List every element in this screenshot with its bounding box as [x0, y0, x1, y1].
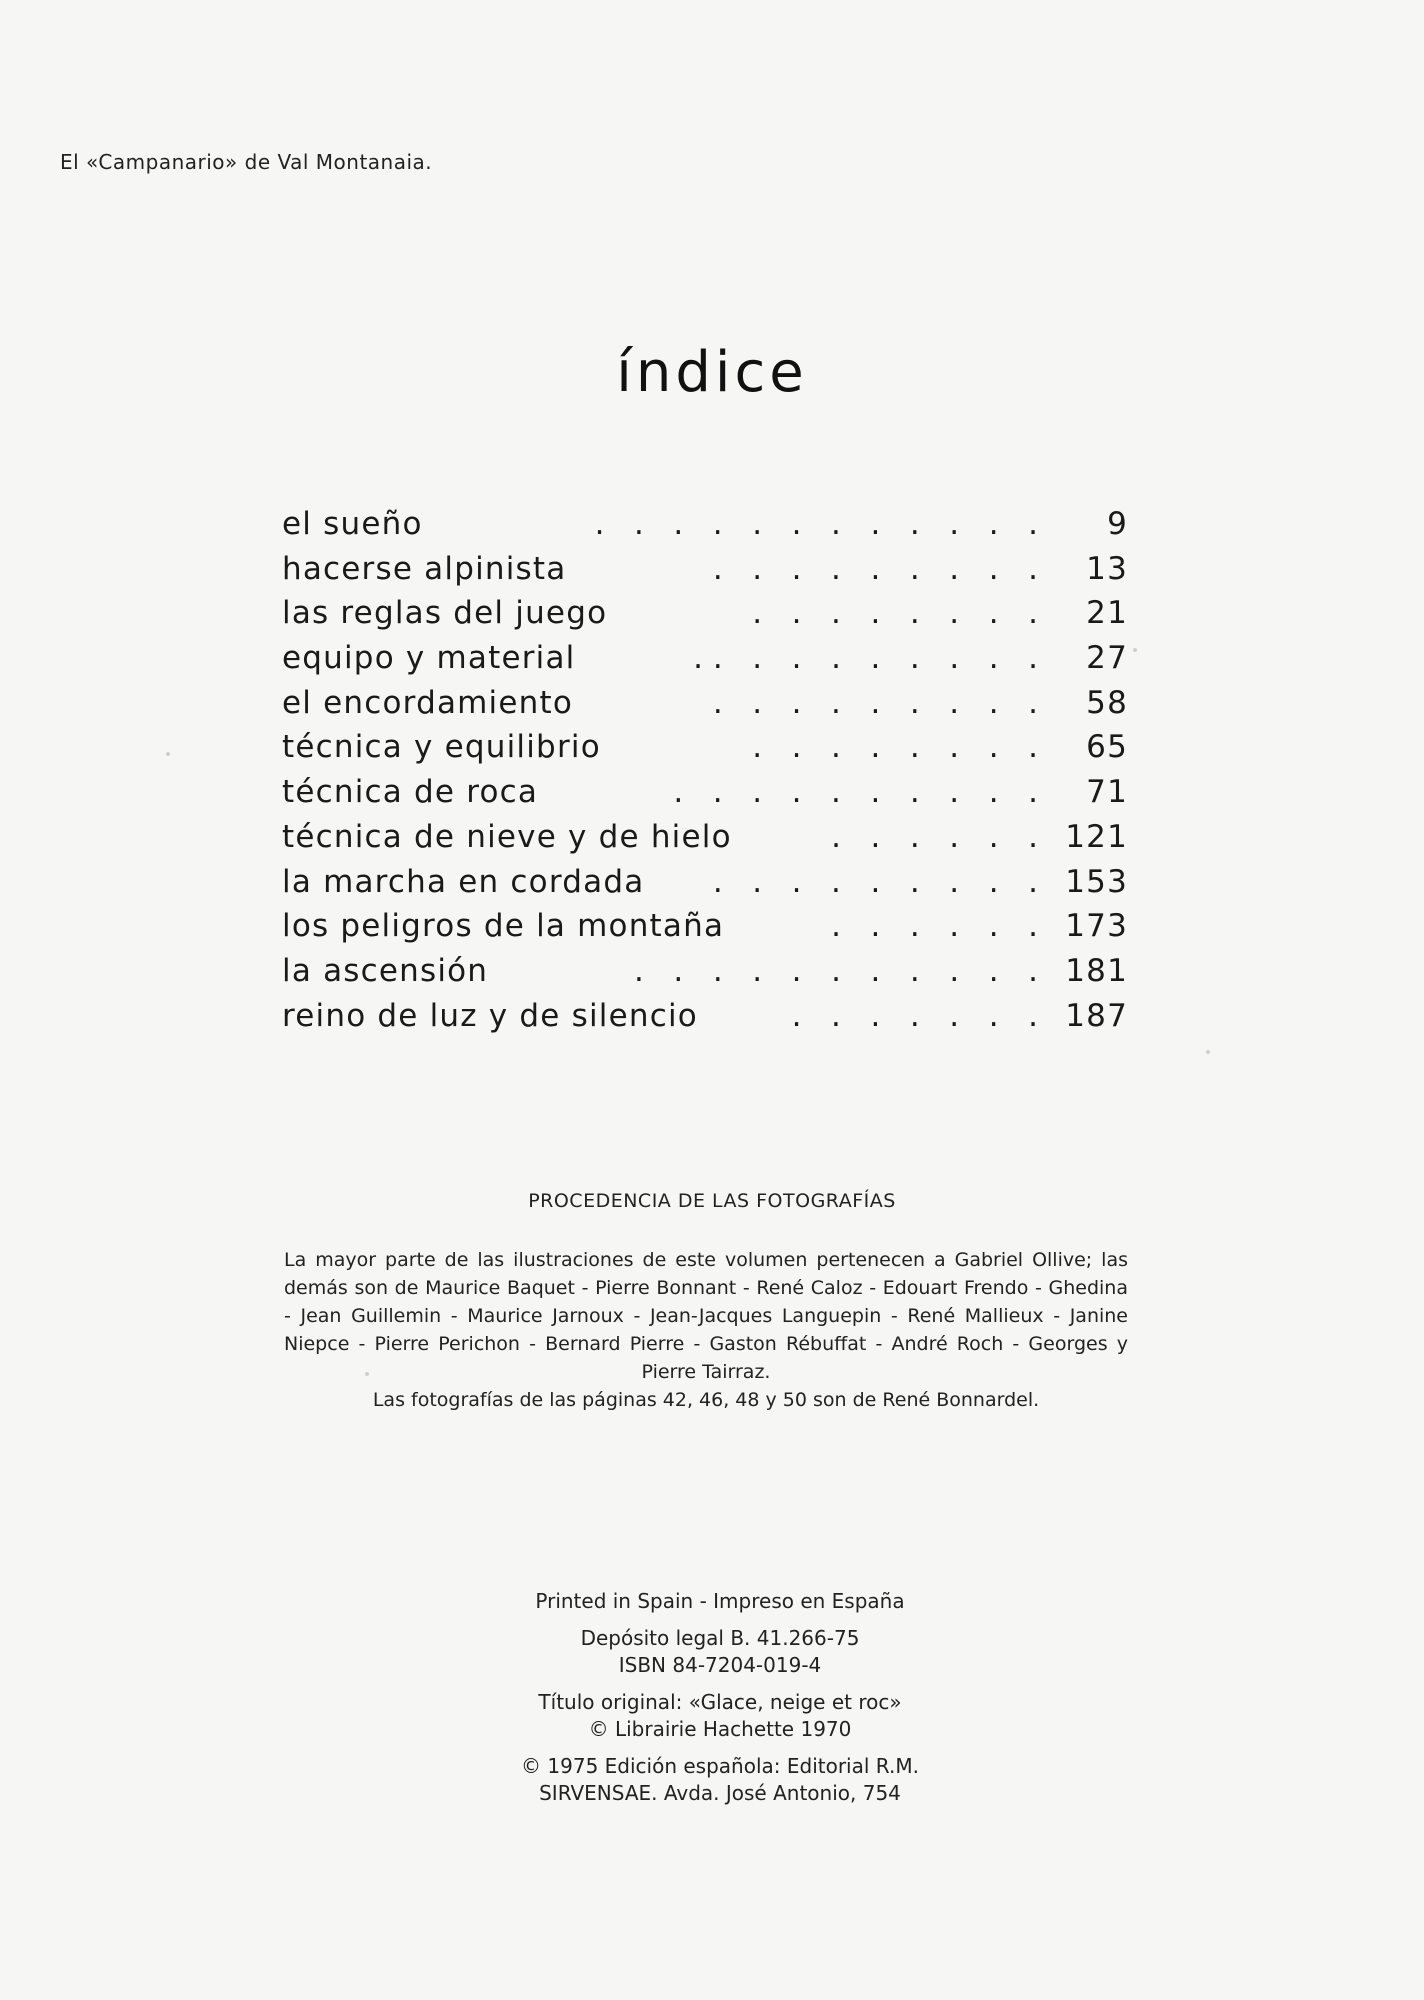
toc-entry: [282, 994, 1128, 1039]
paper-speck: [166, 752, 170, 756]
toc-entry: [282, 815, 1128, 860]
toc-entry-page: 9: [1107, 506, 1128, 542]
isbn-line: ISBN 84-7204-019-4: [618, 1653, 822, 1677]
toc-entry: [282, 770, 1128, 815]
page-title: índice: [616, 340, 808, 405]
toc-leader-dots: . . . . . . . . . .: [693, 640, 1038, 677]
spanish-edition-line: © 1975 Edición española: Editorial R.M.: [521, 1754, 919, 1778]
toc-entry-label: reino de luz y de silencio: [282, 997, 698, 1034]
toc-leader-dots: . . . . . . . . .: [712, 550, 1038, 587]
toc-leader-dots: . . . . . . . . . . .: [633, 952, 1038, 989]
toc-entry-page: 27: [1086, 640, 1128, 677]
toc-leader-dots: . . . . . . . . . . . .: [594, 506, 1038, 542]
toc-entry: [282, 860, 1128, 905]
original-title-line: Título original: «Glace, neige et roc»: [538, 1690, 902, 1714]
toc-entry-label: hacerse alpinista: [282, 550, 567, 587]
photo-credits: [284, 1246, 1128, 1414]
paper-speck: [1133, 648, 1137, 652]
toc-entry-label: técnica de roca: [282, 774, 539, 811]
paper-speck: [1206, 1050, 1210, 1054]
toc-entry-page: 153: [1065, 863, 1128, 900]
toc-entry-label: técnica y equilibrio: [282, 729, 601, 766]
toc-entry-label: equipo y material: [282, 640, 576, 677]
toc-leader-dots: . . . . . . . . . .: [673, 774, 1038, 811]
toc-entry-label: las reglas del juego: [282, 595, 608, 632]
toc-entry-page: 58: [1086, 684, 1128, 721]
toc-entry: [282, 636, 1128, 681]
toc-entry-label: técnica de nieve y de hielo: [282, 818, 732, 855]
toc-entry-label: el encordamiento: [282, 684, 573, 721]
toc-entry-label: los peligros de la montaña: [282, 908, 725, 945]
original-copyright-line: © Librairie Hachette 1970: [588, 1717, 852, 1741]
toc-entry-label: la ascensión: [282, 952, 489, 989]
toc-entry-page: 181: [1065, 952, 1128, 989]
toc-entry: [282, 547, 1128, 592]
deposito-legal-line: Depósito legal B. 41.266-75: [580, 1626, 860, 1650]
photo-caption: El «Campanario» de Val Montanaia.: [60, 150, 433, 174]
printed-in-line: Printed in Spain - Impreso en España: [535, 1589, 905, 1613]
photo-credits-paragraph: La mayor parte de las ilustraciones de este volumen pertenecen a Gabriel Ollive; las demás son de Maurice Baquet - Pierre Bonnant - René Caloz - Edouart Frendo - Ghedina - Jean Guillemin - Maurice Jarnoux - Jean-Jacques Languepin - René Mallieux - Janine Niepce - Pierre Perichon - Bernard Pierre - Gaston Rébuffat - André Roch - Georges y Pierre Tairraz.: [284, 1249, 1128, 1383]
toc-entry: [282, 502, 1128, 547]
toc-entry: [282, 949, 1128, 994]
toc-entry: [282, 904, 1128, 949]
toc-entry-page: 65: [1086, 729, 1128, 766]
toc-leader-dots: . . . . . . . .: [752, 729, 1038, 766]
toc-leader-dots: . . . . . .: [831, 908, 1038, 945]
publisher-address-line: SIRVENSAE. Avda. José Antonio, 754: [539, 1781, 901, 1805]
toc-leader-dots: . . . . . . . . .: [712, 684, 1038, 721]
toc-entry: [282, 681, 1128, 726]
toc-entry-page: 187: [1065, 997, 1128, 1034]
table-of-contents: [282, 502, 1128, 1038]
paper-speck: [365, 1372, 369, 1376]
toc-entry-page: 13: [1086, 550, 1128, 587]
photo-credits-note: Las fotografías de las páginas 42, 46, 48 y 50 son de René Bonnardel.: [372, 1389, 1040, 1411]
toc-leader-dots: . . . . . . .: [791, 997, 1038, 1034]
toc-leader-dots: . . . . . .: [831, 818, 1038, 855]
toc-entry: [282, 725, 1128, 770]
toc-leader-dots: . . . . . . . .: [752, 595, 1038, 632]
toc-entry-label: el sueño: [282, 506, 423, 542]
toc-entry: [282, 591, 1128, 636]
imprint-block: [480, 1588, 960, 1807]
photo-credits-heading: PROCEDENCIA DE LAS FOTOGRAFÍAS: [528, 1190, 896, 1212]
toc-entry-label: la marcha en cordada: [282, 863, 645, 900]
toc-entry-page: 21: [1086, 595, 1128, 632]
toc-leader-dots: . . . . . . . . .: [712, 863, 1038, 900]
toc-entry-page: 121: [1065, 818, 1128, 855]
toc-entry-page: 173: [1065, 908, 1128, 945]
toc-entry-page: 71: [1086, 774, 1128, 811]
